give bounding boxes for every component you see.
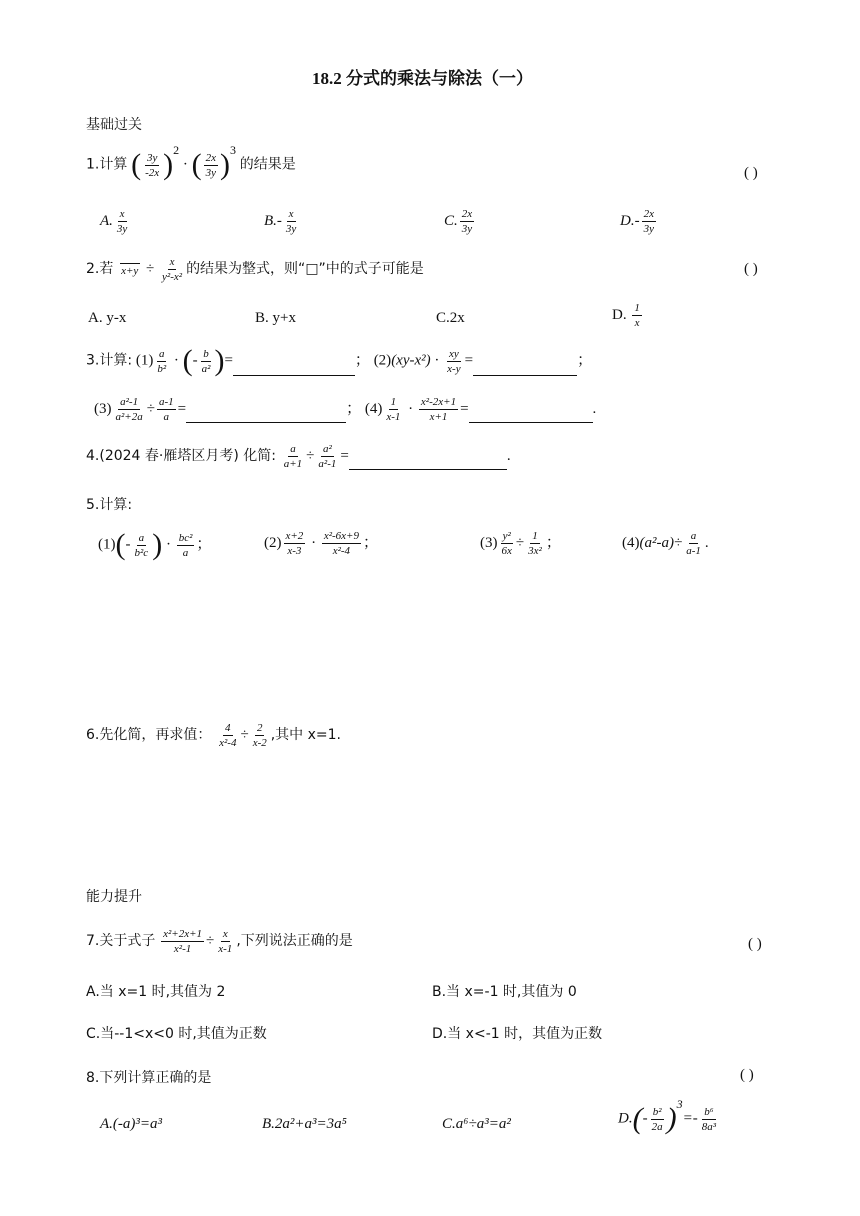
q1-fraction-1: $\frac{3y}{-2x}$: [145, 151, 160, 179]
answer-bracket[interactable]: ( ): [744, 165, 758, 181]
page-title: [312, 64, 533, 89]
q5-part-3: (3) $\frac{\text{y²}}{6x}$ ÷ $\frac{1}{\text{3x²}}$ ；: [480, 530, 561, 557]
q5-label: 5.计算:: [86, 497, 133, 513]
q2-option-b[interactable]: B. y+x: [255, 310, 296, 326]
paren-close: ): [220, 148, 231, 181]
section-ability: 能力提升: [86, 889, 142, 905]
q1-option-c[interactable]: C. $\frac{2x}{3y}$: [444, 208, 473, 235]
q2-suffix: 的结果为整式，则“□”中的式子可能是: [186, 260, 424, 277]
q5-part-2: (2) $\frac{x+2}{x-3}$ · $\frac{\text{x²-6x+9}}{\text{x²-4}}$ ；: [264, 530, 378, 557]
q1-option-d[interactable]: D.- $\frac{2x}{3y}$: [620, 208, 654, 235]
q2-option-c[interactable]: C.2x: [436, 310, 465, 326]
q2-option-d[interactable]: D. $\frac{1}{x}$: [612, 302, 640, 329]
answer-bracket[interactable]: ( ): [740, 1067, 754, 1083]
q5-part-1: (1)(- $\frac{a}{\text{b²c}}$ ) · $\frac{\text{bc²}}{a}$ ；: [98, 528, 212, 561]
question-2: [86, 256, 424, 283]
question-3-row-1: 3.计算: (1) $\frac{a}{\text{b²}}$ · (- $\frac{b}{\text{a²}}$ )= ； (2)(xy-x²) · $\frac{xy}{x-y}$ = ；: [86, 344, 593, 377]
q4-label: 4.(2024 春·雁塔区月考) 化简:: [86, 447, 276, 464]
question-7: 7.关于式子 $\frac{\text{x²+2x+1}}{\text{x²-1}}$ ÷ $\frac{x}{x-1}$ ,下列说法正确的是: [86, 928, 353, 955]
paren-open: (: [131, 148, 142, 181]
q7-label: 7.关于式子: [86, 932, 156, 949]
paren-open: (: [191, 148, 202, 181]
answer-blank[interactable]: [473, 361, 577, 376]
answer-blank[interactable]: [233, 361, 355, 376]
q1-suffix: 的结果是: [239, 156, 296, 173]
q1-option-b[interactable]: B.- $\frac{x}{3y}$: [264, 208, 297, 235]
q8-label: 8.下列计算正确的是: [86, 1070, 212, 1086]
q7-option-b[interactable]: B.当 x=-1 时,其值为 0: [432, 984, 577, 1000]
question-4: 4.(2024 春·雁塔区月考) 化简: $\frac{a}{a+1}$ ÷ $\frac{\text{a²}}{\text{a²-1}}$ = .: [86, 443, 511, 470]
q2-fraction-2: $\frac{x}{\text{y²-x²}}$: [162, 256, 183, 283]
divide-operator: ÷: [146, 260, 155, 277]
q2-fraction-1: x+y: [119, 262, 140, 277]
q1-power-1: 2: [173, 143, 180, 158]
section-basic: 基础过关: [86, 117, 142, 133]
q1-power-2: 3: [230, 143, 237, 158]
q1-fraction-2: $\frac{2x}{3y}$: [205, 151, 217, 179]
q8-option-b[interactable]: B.2a²+a³=3a⁵: [262, 1116, 347, 1132]
section-number: 18.2: [312, 69, 342, 88]
q2-label: 2.若: [86, 260, 114, 277]
dot-operator: ·: [182, 156, 188, 173]
q8-option-a[interactable]: A.(-a)³=a³: [100, 1116, 163, 1132]
question-6: 6.先化简，再求值： $\frac{4}{\text{x²-4}}$ ÷ $\frac{2}{x-2}$ ,其中 x=1.: [86, 722, 342, 749]
q5-part-4: (4)(a²-a)÷ $\frac{a}{a-1}$ .: [622, 530, 709, 557]
q7-option-d[interactable]: D.当 x<-1 时，其值为正数: [432, 1026, 603, 1042]
q6-label: 6.先化简，再求值：: [86, 726, 212, 743]
q1-option-a[interactable]: A. $\frac{x}{3y}$: [100, 208, 128, 235]
q2-option-a[interactable]: A. y-x: [88, 310, 127, 326]
answer-blank[interactable]: [469, 408, 593, 423]
q7-option-c[interactable]: C.当--1<x<0 时,其值为正数: [86, 1026, 267, 1042]
answer-blank[interactable]: [349, 455, 507, 470]
q3-label: 3.计算:: [86, 352, 133, 369]
answer-bracket[interactable]: ( ): [744, 261, 758, 277]
question-3-row-2: (3) $\frac{\text{a²-1}}{\text{a²+2a}}$ ÷ $\frac{a-1}{a}$ = ； (4) $\frac{1}{x-1}$ · $\frac{\text{x²-2x+1}}{x+1}$ = .: [94, 396, 597, 423]
answer-blank[interactable]: [186, 408, 346, 423]
question-1: [86, 143, 296, 181]
paren-close: ): [163, 148, 174, 181]
q8-option-c[interactable]: C.a⁶÷a³=a²: [442, 1116, 511, 1132]
q7-option-a[interactable]: A.当 x=1 时,其值为 2: [86, 984, 226, 1000]
q1-label: 1.计算: [86, 156, 128, 173]
title-text: 分式的乘法与除法（一）: [346, 69, 533, 89]
q8-option-d[interactable]: D.(- $\frac{\text{b²}}{2a}$ )$^3$=- $\frac{\text{b⁶}}{\text{8a³}}$: [618, 1097, 717, 1135]
answer-bracket[interactable]: ( ): [748, 936, 762, 952]
